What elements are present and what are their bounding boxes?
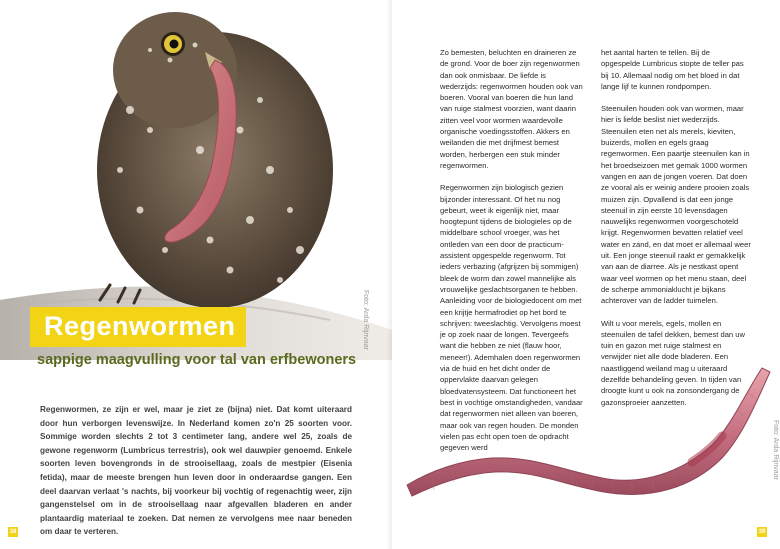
photo-credit-right [769, 420, 780, 549]
right-page [392, 0, 780, 549]
column1-paragraph: Regenwormen zijn biologisch gezien bijzonder interessant. Of het nu nog gebeurt, weet ik eigenlijk niet, maar hoogtepunt tijdens de biologieles op de middelbare school vroeger, was het ontleden van een door de practicum-assistent opgespelde regenworm. Tot ieders verbazing (afgrijzen bij sommigen) bleek de worm dan zowel mannelijke als vrouwelijke geslachtsorganen te hebben. Aanleiding voor de biologiedocent om met een krijtje hermafrodiet op het bord te schrijven: tweeslachtig. Vervolgens moest je op zoek naar de longen. Tevergeefs want die hebben ze niet (flauw hoor, meneer!). Ademhalen doen regenwormen via de huid en het dicht onder de oppervlakte daarvan gelegen bloedvatensysteem. Dat functioneert het best in vochtige omstandigheden, vandaar dat regenwormen niet alleen van boeren, maar ook van regen houden. De monden vielen pas echt open toen de opdracht gegeven werd [440, 183, 583, 453]
column1-paragraph: Zo bemesten, beluchten en draineren ze de grond. Voor de boer zijn regenwormen dan ook onmisbaar. De liefde is wederzijds: regenwormen houden ook van boeren. Vooral van boeren die hun land van ruige stalmest voorzien, want daarin zitten veel voor wormen waardevolle organische voedingsstoffen. Akkers en weilanden die met drijfmest bemest worden, herbergen een stuk minder regenwormen. [440, 48, 583, 170]
owl-photo [0, 0, 392, 360]
earthworm-photo [392, 350, 780, 549]
column2-paragraph: het aantal harten te tellen. Bij de opgespelde Lumbricus stopte de teller pas bij 10. Allemaal nodig om het bloed in dat lange lijf te kunnen rondpompen. [601, 48, 744, 91]
column2-paragraph: Wilt u voor merels, egels, mollen en steenuilen de tafel dekken, bemest dan uw tuin en gazon met ruige stalmest en verwijder niet alle dode bladeren. Een naastliggend weiland mag u uiteraard dezelfde behandeling geven. In tijden van droogte kunt u ook na zonsondergang de gazonsproeier aanzetten. [601, 318, 745, 407]
intro-paragraph: Regenwormen, ze zijn er wel, maar je ziet ze (bijna) niet. Dat komt uiteraard door hun verborgen levenswijze. In Nederland komen zo'n 25 soorten voor. Sommige worden slechts 2 tot 3 centimeter lang, andere wel 25, zoals de gewone regenworm (Lumbricus terrestris), ook wel dauwpier genoemd. Enkele soorten leven bovengronds in de strooisellaag, zoals de mestpier (Eisenia fetida), maar de meeste brengen hun leven door in onderaardse gangen. Een deel daarvan verlaat 's nachts, bij voorkeur bij vochtig of regenachtig weer, zijn gangenstelsel om in de strooisellaag naar afgevallen bladeren en ander plantaardig materiaal te zoeken. Dat nemen ze vervolgens mee naar beneden om daar te verteren. [40, 405, 352, 537]
photo-credit-text: Foto: Arda Rijnvaar [362, 290, 369, 350]
page-number-left: 38 [9, 529, 17, 535]
title-box [30, 307, 246, 347]
column2-paragraph: Steenuilen houden ook van wormen, maar hier is liefde beslist niet wederzijds. Steenuilen eten net als merels, kieviten, buizerds, mollen en egels graag regenwormen. Een paartje steenuilen kan in het broedseizoen met gemak 1000 wormen vangen en aan de jongen voeren. Dat doen ze vooral als er weinig andere prooien zoals muizen zijn. Opvallend is dat een jonge steenuil in zijn eerste 10 levensdagen nauwelijks regenwormen voorgeschoteld krijgt. Regenwormen bevatten relatief veel water en zand, en dat moet er allemaal weer uit. Een jonge steenuil raakt er gemakkelijk van aan de diarree. Als je nestkast opent waar veel wormen op het menu staan, deel de scherpe ammoniaklucht je bijkans achterover van de ladder tuimelen. [601, 104, 751, 306]
page-title: Regenwormen [44, 311, 236, 341]
page-subtitle: sappige maagvulling voor tal van erfbewoners [37, 352, 357, 368]
photo-credit-left [357, 290, 371, 410]
page-number-right: 39 [758, 529, 766, 535]
photo-credit-text: Foto: Arda Rijnvaar [772, 420, 779, 480]
